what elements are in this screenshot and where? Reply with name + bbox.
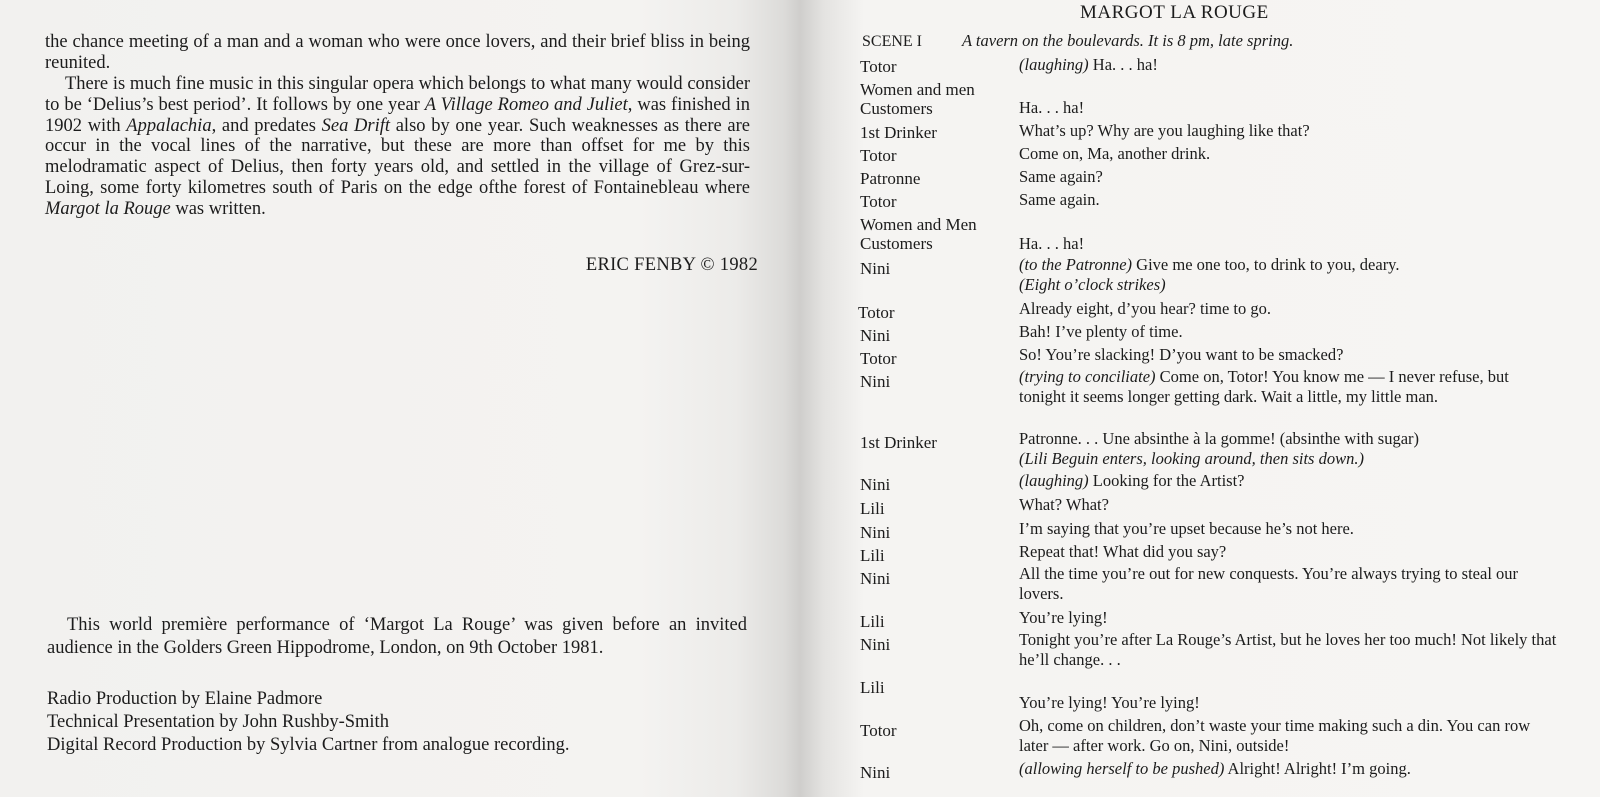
credit-digital: Digital Record Production by Sylvia Cartner from analogue recording. (47, 735, 570, 755)
speaker: Totor (860, 192, 897, 211)
speaker: Nini (860, 326, 891, 345)
premiere-note: This world première performance of ‘Margot La Rouge’ was given before an invited audience in the Golders Green Hippodrome, London, on 9th October 1981. (47, 615, 747, 658)
dialogue-line: Same again. (1019, 190, 1100, 209)
speaker: Lili (860, 499, 885, 518)
speaker: Lili (860, 678, 885, 697)
speaker: Totor (858, 303, 895, 322)
dialogue-line: Bah! I’ve plenty of time. (1019, 322, 1183, 341)
speaker: Nini (860, 475, 891, 494)
scene-description: A tavern on the boulevards. It is 8 pm, late spring. (962, 31, 1294, 50)
dialogue-line: (to the Patronne) Give me one too, to drink to you, deary. (Eight o’clock strikes) (1019, 255, 1400, 294)
essay-paragraph-1: the chance meeting of a man and a woman who were once lovers, and their brief bliss in being reunited. (45, 32, 750, 73)
dialogue-line: You’re lying! You’re lying! (1019, 693, 1200, 712)
dialogue-line: (laughing) Ha. . . ha! (1019, 55, 1158, 74)
dialogue-line: (laughing) Looking for the Artist? (1019, 471, 1245, 490)
dialogue-line: What’s up? Why are you laughing like that? (1019, 121, 1310, 140)
dialogue-line: What? What? (1019, 495, 1109, 514)
dialogue-line: Come on, Ma, another drink. (1019, 144, 1211, 163)
speaker: Nini (860, 523, 891, 542)
speaker: Nini (860, 259, 891, 278)
speaker: 1st Drinker (860, 433, 937, 452)
speaker: Nini (860, 372, 891, 391)
credit-technical: Technical Presentation by John Rushby-Smith (47, 712, 389, 732)
dialogue-line: Patronne. . . Une absinthe à la gomme! (absinthe with sugar) (Lili Beguin enters, looking around, then sits down.) (1019, 429, 1420, 468)
dialogue-line: (allowing herself to be pushed) Alright! Alright! I’m going. (1019, 759, 1411, 778)
dialogue-line: Oh, come on children, don’t waste your time making such a din. You can row later — after work. Go on, Nini, outside! (1019, 716, 1531, 755)
dialogue-line: All the time you’re out for new conquests. You’re always trying to steal our lovers. (1019, 564, 1519, 603)
speaker: Women and men Customers (860, 80, 975, 118)
speaker: Lili (860, 612, 885, 631)
dialogue-line: Repeat that! What did you say? (1019, 542, 1227, 561)
dialogue-line: Ha. . . ha! (1019, 98, 1085, 117)
dialogue-line: I’m saying that you’re upset because he’s not here. (1019, 519, 1354, 538)
libretto-title: MARGOT LA ROUGE (1080, 2, 1269, 23)
essay-paragraph-2: There is much fine music in this singular opera which belongs to what many would consider to be ‘Delius’s best period’. It follows by one year A Village Romeo and Juliet, was finished in 1902 with Appalachia, and predates Sea Drift also by one year. Such weaknesses as there are occur in the vocal lines of the narrative, but these are more than offset for me by this melodramatic aspect of Delius, then forty years old, and settled in the village of Grez-sur-Loing, some forty kilometres south of Paris on the edge ofthe forest of Fontainebleau where Margot la Rouge was written. (45, 74, 750, 219)
dialogue-line: Tonight you’re after La Rouge’s Artist, but he loves her too much! Not likely that he’ll change. . . (1019, 630, 1557, 669)
speaker: Lili (860, 546, 885, 565)
dialogue-line: Same again? (1019, 167, 1103, 186)
speaker: Nini (860, 569, 891, 588)
author-signature: ERIC FENBY © 1982 (585, 255, 758, 275)
speaker: 1st Drinker (860, 123, 937, 142)
dialogue-line: So! You’re slacking! D’you want to be smacked? (1019, 345, 1344, 364)
dialogue-line: Already eight, d’you hear? time to go. (1019, 299, 1272, 318)
speaker: Totor (860, 57, 897, 76)
speaker: Nini (860, 763, 891, 782)
scene-label: SCENE I (862, 33, 922, 50)
dialogue-line: Ha. . . ha! (1019, 234, 1085, 253)
speaker: Women and Men Customers (860, 215, 977, 253)
speaker: Patronne (860, 169, 921, 188)
speaker: Totor (860, 146, 897, 165)
speaker: Totor (860, 721, 897, 740)
dialogue-line: You’re lying! (1019, 608, 1108, 627)
speaker: Nini (860, 635, 891, 654)
dialogue-line: (trying to conciliate) Come on, Totor! You know me — I never refuse, but tonight it seems longer getting dark. Wait a little, my little man. (1019, 367, 1509, 406)
speaker: Totor (860, 349, 897, 368)
credit-radio: Radio Production by Elaine Padmore (47, 689, 323, 709)
